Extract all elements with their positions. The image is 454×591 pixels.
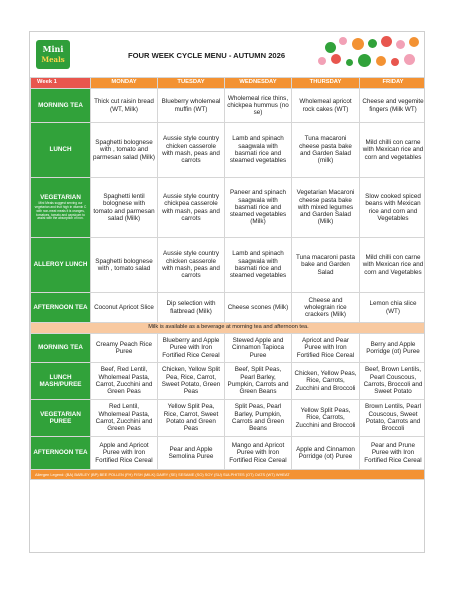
day-header-thursday: THURSDAY (292, 78, 360, 89)
row-label: LUNCH MASH/PUREE (31, 363, 91, 400)
mini-meals-logo (36, 40, 70, 69)
meal-cell: Aussie style country chicken casserole with mash, peas and carrots (158, 238, 225, 293)
meal-cell: Tuna macaroni pasta bake and Garden Salad (292, 238, 360, 293)
row-label: MORNING TEA (31, 89, 91, 123)
meal-cell: Tuna macaroni cheese pasta bake and Garden Salad (milk) (292, 123, 360, 178)
decor-dot-icon (346, 59, 353, 66)
menu-page (29, 31, 425, 553)
puree-row-lunch (31, 363, 426, 400)
week-label: Week 1 (31, 78, 91, 89)
decor-dot-icon (325, 42, 336, 53)
meal-cell: Aussie style country chickpea casserole with mash, peas and carrots (158, 178, 225, 238)
day-header-monday: MONDAY (91, 78, 158, 89)
meal-cell: Wholemeal apricot rock cakes (WT) (292, 89, 360, 123)
puree-cell: Apple and Cinnamon Porridge (ot) Puree (292, 437, 360, 470)
puree-cell: Beef, Brown Lentils, Pearl Couscous, Carrots, Broccoli and Sweet Potato (360, 363, 426, 400)
decor-dot-icon (404, 54, 415, 65)
meal-cell: Spaghetti lentil bolognese with tomato and parmesan salad (Milk) (91, 178, 158, 238)
logo-line-2: Meals (41, 55, 65, 64)
logo-line-1: Mini (42, 44, 64, 54)
puree-row-morning-tea (31, 334, 426, 363)
allergen-legend: Allergen Legend: (BA) BARLEY (BP) BEE POLLEN (FH) FISH (MILK) DAIRY (SE) SESAME (SO) SOY (SU) SULPHITES (OT) OATS (WT) WHEAT (31, 470, 426, 480)
puree-cell: Chicken, Yellow Peas, Rice, Carrots, Zucchini and Broccoli (292, 363, 360, 400)
puree-cell: Creamy Peach Rice Puree (91, 334, 158, 363)
menu-header (30, 32, 425, 77)
milk-notice: Milk is available as a beverage at morning tea and afternoon tea. (31, 323, 426, 334)
decor-dot-icon (318, 57, 326, 65)
row-label: LUNCH (31, 123, 91, 178)
iron-note: Mini Meals suggest serving our vegetarian and fruit high in vitamin C with non-meat meals it is oranges, tomatoes, tomato and capsicum to assist with the absorption of iron. (34, 201, 87, 221)
puree-cell: Pear and Prune Puree with Iron Fortified Rice Cereal (360, 437, 426, 470)
row-label: VEGETARIAN (40, 193, 81, 201)
meal-cell: Cheese and wholegrain rice crackers (Milk) (292, 293, 360, 323)
puree-row-vegetarian (31, 400, 426, 437)
meal-cell: Dip selection with flatbread (Milk) (158, 293, 225, 323)
milk-notice-row (31, 323, 426, 334)
decor-dot-icon (409, 37, 419, 47)
row-label: VEGETARIAN PUREE (31, 400, 91, 437)
puree-cell: Apple and Apricot Puree with Iron Fortified Rice Cereal (91, 437, 158, 470)
decor-dot-icon (352, 38, 364, 50)
meal-cell: Thick cut raisin bread (WT, Milk) (91, 89, 158, 123)
meal-cell: Cheese and vegemite fingers (Milk WT) (360, 89, 426, 123)
meal-cell: Paneer and spinach saagwala with basmati rice and steamed vegetables (Milk) (225, 178, 292, 238)
puree-cell: Red Lentil, Wholemeal Pasta, Carrot, Zucchini and Green Peas (91, 400, 158, 437)
decor-dot-icon (368, 39, 377, 48)
meal-cell: Cheese scones (Milk) (225, 293, 292, 323)
puree-cell: Stewed Apple and Cinnamon Tapioca Puree (225, 334, 292, 363)
puree-cell: Pear and Apple Semolina Puree (158, 437, 225, 470)
puree-cell: Beef, Split Peas, Pearl Barley, Pumpkin, Carrots and Green Beans (225, 363, 292, 400)
puree-cell: Yellow Split Pea, Rice, Carrot, Sweet Potato and Green Peas (158, 400, 225, 437)
puree-cell: Beef, Red Lentil, Wholemeal Pasta, Carrot, Zucchini and Green Peas (91, 363, 158, 400)
meal-cell: Coconut Apricot Slice (91, 293, 158, 323)
puree-cell: Chicken, Yellow Split Pea, Rice, Carrot, Sweet Potato, Green Peas (158, 363, 225, 400)
menu-row-afternoon-tea (31, 293, 426, 323)
puree-cell: Brown Lentils, Pearl Couscous, Sweet Potato, Carrots and Broccoli (360, 400, 426, 437)
allergen-legend-row (31, 470, 426, 480)
meal-cell: Slow cooked spiced beans with Mexican rice and corn and Vegetables (360, 178, 426, 238)
row-label: AFTERNOON TEA (31, 437, 91, 470)
menu-row-lunch (31, 123, 426, 178)
menu-row-morning-tea (31, 89, 426, 123)
puree-cell: Apricot and Pear Puree with Iron Fortified Rice Cereal (292, 334, 360, 363)
meal-cell: Blueberry wholemeal muffin (WT) (158, 89, 225, 123)
menu-row-vegetarian (31, 178, 426, 238)
decor-dot-icon (396, 40, 405, 49)
menu-row-allergy-lunch (31, 238, 426, 293)
day-header-tuesday: TUESDAY (158, 78, 225, 89)
row-label: MORNING TEA (31, 334, 91, 363)
meal-cell: Lamb and spinach saagwala with basmati rice and steamed vegetables (225, 123, 292, 178)
day-header-row (31, 78, 426, 89)
meal-cell: Aussie style country chicken casserole with mash, peas and carrots (158, 123, 225, 178)
meal-cell: Spaghetti bolognese with , tomato and parmesan salad (Milk) (91, 123, 158, 178)
meal-cell: Vegetarian Macaroni cheese pasta bake with mixed legumes and Garden Salad (Milk) (292, 178, 360, 238)
day-header-friday: FRIDAY (360, 78, 426, 89)
meal-cell: Lemon chia slice (WT) (360, 293, 426, 323)
puree-cell: Yellow Split Peas, Rice, Carrots, Zucchini and Broccoli (292, 400, 360, 437)
decor-dot-icon (358, 54, 371, 67)
meal-cell: Wholemeal rice thins, chickpea hummus (no se) (225, 89, 292, 123)
row-label: ALLERGY LUNCH (31, 238, 91, 293)
meal-cell: Lamb and spinach saagwala with basmati rice and steamed vegetables (225, 238, 292, 293)
weekly-menu-table (30, 77, 425, 480)
puree-cell: Mango and Apricot Puree with Iron Fortified Rice Cereal (225, 437, 292, 470)
menu-title: FOUR WEEK CYCLE MENU - AUTUMN 2026 (128, 51, 286, 60)
puree-cell: Blueberry and Apple Puree with Iron Fortified Rice Cereal (158, 334, 225, 363)
day-header-wednesday: WEDNESDAY (225, 78, 292, 89)
decor-dot-icon (391, 58, 399, 66)
decor-dot-icon (376, 56, 386, 66)
row-label-vegetarian (31, 178, 91, 238)
puree-row-afternoon-tea (31, 437, 426, 470)
decor-dot-icon (381, 36, 392, 47)
meal-cell: Spaghetti bolognese with , tomato salad (91, 238, 158, 293)
decor-dot-icon (331, 54, 341, 64)
meal-cell: Mild chilli con carne with Mexican rice and corn and Vegetables (360, 238, 426, 293)
meal-cell: Mild chilli con carne with Mexican rice and corn and vegetables (360, 123, 426, 178)
puree-cell: Split Peas, Pearl Barley, Pumpkin, Carrots and Green Beans (225, 400, 292, 437)
puree-cell: Berry and Apple Porridge (ot) Puree (360, 334, 426, 363)
decor-dot-icon (339, 37, 347, 45)
row-label: AFTERNOON TEA (31, 293, 91, 323)
